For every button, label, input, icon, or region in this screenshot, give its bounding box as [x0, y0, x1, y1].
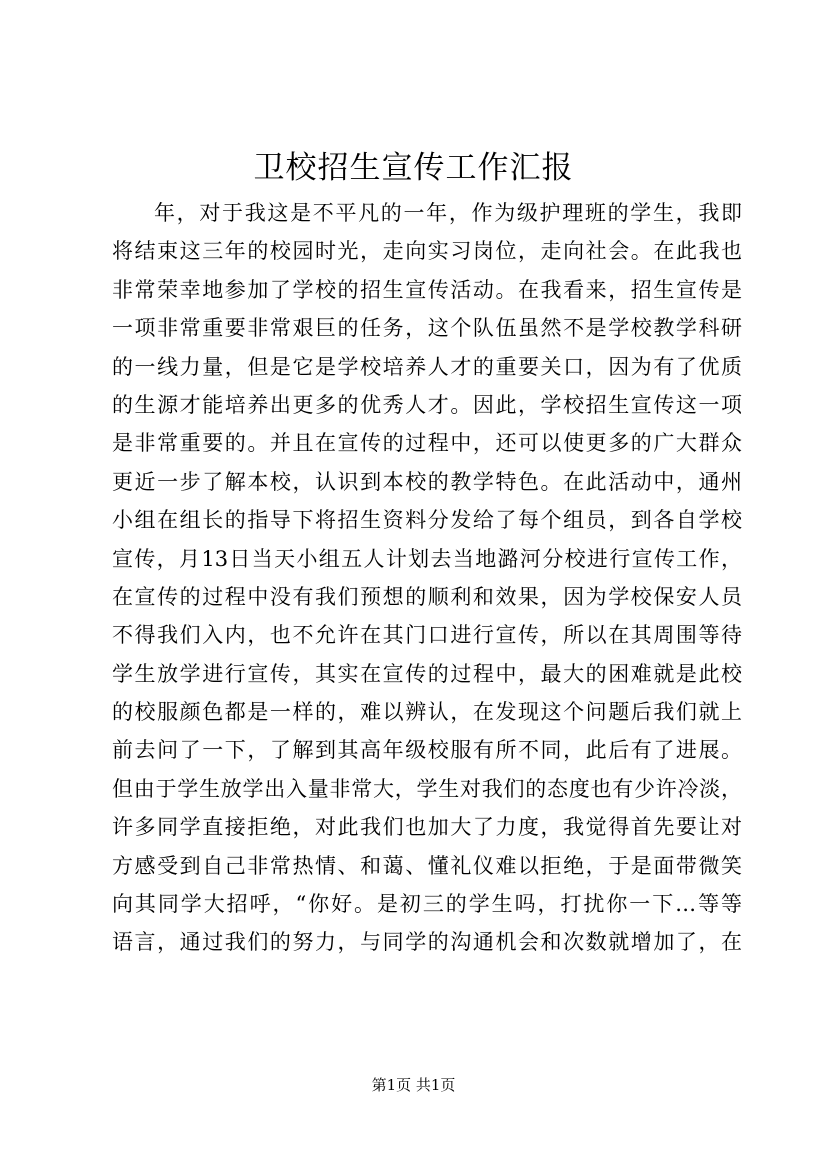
body-line: 语言，通过我们的努力，与同学的沟通机会和次数就增加了，在 — [112, 930, 742, 955]
body-line: 方感受到自己非常热情、和蔼、懂礼仪难以拒绝，于是面带微笑 — [112, 853, 742, 878]
body-line: 的生源才能培养出更多的优秀人才。因此，学校招生宣传这一项 — [112, 392, 742, 417]
body-line: 的一线力量，但是它是学校培养人才的重要关口，因为有了优质 — [112, 354, 742, 379]
body-line: 许多同学直接拒绝，对此我们也加大了力度，我觉得首先要让对 — [112, 815, 742, 840]
document-title: 卫校招生宣传工作汇报 — [253, 150, 574, 186]
body-line: 将结束这三年的校园时光，走向实习岗位，走向社会。在此我也 — [112, 239, 742, 264]
document-body — [112, 194, 742, 962]
body-line: 的校服颜色都是一样的，难以辨认，在发现这个问题后我们就上 — [112, 700, 742, 725]
body-line: 学生放学进行宣传，其实在宣传的过程中，最大的困难就是此校 — [112, 661, 742, 686]
body-line: 年，对于我这是不平凡的一年，作为级护理班的学生，我即 — [154, 201, 742, 225]
body-line: 不得我们入内，也不允许在其门口进行宣传，所以在其周围等待 — [112, 623, 742, 648]
body-line: 向其同学大招呼，“你好。是初三的学生吗，打扰你一下…等等 — [112, 892, 742, 917]
body-line: 但由于学生放学出入量非常大，学生对我们的态度也有少许冷淡， — [112, 776, 742, 801]
body-line: 小组在组长的指导下将招生资料分发给了每个组员，到各自学校 — [112, 508, 742, 533]
body-line: 非常荣幸地参加了学校的招生宣传活动。在我看来，招生宣传是 — [112, 277, 742, 302]
body-line: 宣传，月13日当天小组五人计划去当地潞河分校进行宣传工作， — [112, 546, 742, 571]
body-line: 是非常重要的。并且在宣传的过程中，还可以使更多的广大群众 — [112, 431, 742, 456]
body-line: 一项非常重要非常艰巨的任务，这个队伍虽然不是学校教学科研 — [112, 316, 742, 341]
page-number-footer: 第1页 共1页 — [371, 1076, 456, 1094]
body-line: 更近一步了解本校，认识到本校的教学特色。在此活动中，通州 — [112, 469, 742, 494]
body-line: 前去问了一下，了解到其高年级校服有所不同，此后有了进展。 — [112, 738, 742, 763]
body-line: 在宣传的过程中没有我们预想的顺利和效果，因为学校保安人员 — [112, 584, 742, 609]
